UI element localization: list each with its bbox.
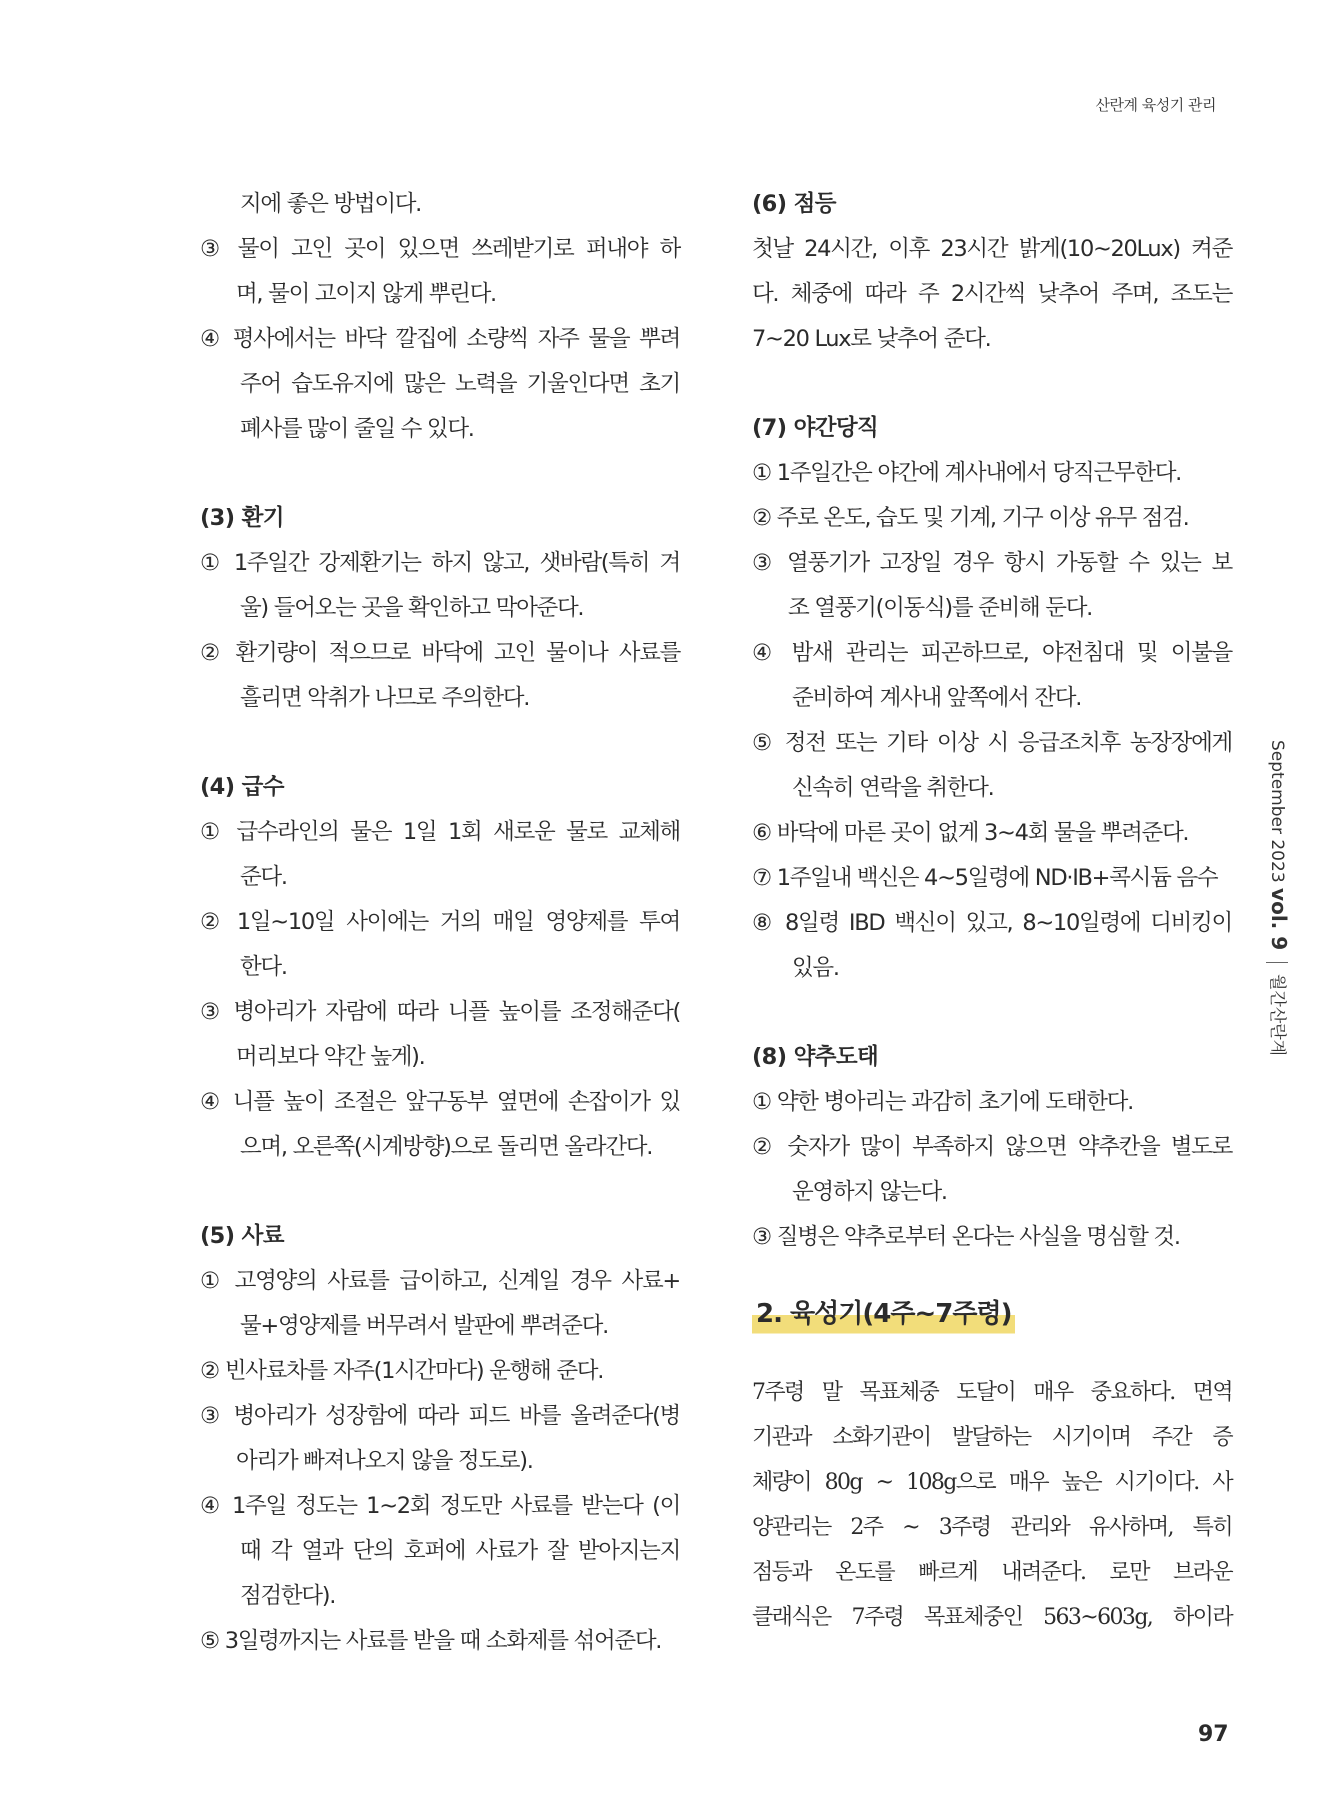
list-item: ⑤ 정전 또는 기타 이상 시 응급조치후 농장장에게 — [752, 730, 1232, 756]
section-heading-feed: (5) 사료 — [200, 1223, 284, 1249]
list-item: ⑦ 1주일내 백신은 4~5일령에 ND·IB+콕시듐 음수 — [752, 865, 1218, 891]
list-item-cont: 조 열풍기(이동식)를 준비해 둔다. — [788, 595, 1093, 621]
paragraph-line: 7~20 Lux로 낮추어 준다. — [752, 326, 991, 352]
list-item-cont: 준다. — [240, 864, 287, 890]
list-item: ② 숫자가 많이 부족하지 않으면 약추칸을 별도로 — [752, 1134, 1232, 1160]
list-item-cont: 때 각 열과 단의 호퍼에 사료가 잘 받아지는지 — [240, 1538, 680, 1564]
list-item: ① 1주일간은 야간에 계사내에서 당직근무한다. — [752, 460, 1181, 486]
list-item: ⑤ 3일령까지는 사료를 받을 때 소화제를 섞어준다. — [200, 1628, 662, 1654]
list-item: ④ 밤새 관리는 피곤하므로, 야전침대 및 이불을 — [752, 640, 1232, 666]
side-volume: vol. 9 — [1267, 888, 1291, 951]
list-item: ③ 질병은 약추로부터 온다는 사실을 명심할 것. — [752, 1224, 1180, 1250]
list-item: ④ 니플 높이 조절은 앞구동부 옆면에 손잡이가 있 — [200, 1089, 680, 1115]
list-item-cont: 머리보다 약간 높게). — [236, 1044, 425, 1070]
list-item: ② 환기량이 적으므로 바닥에 고인 물이나 사료를 — [200, 640, 680, 666]
list-item: ① 급수라인의 물은 1일 1회 새로운 물로 교체해 — [200, 819, 680, 845]
list-item-cont: 신속히 연락을 취한다. — [792, 775, 994, 801]
list-item: ⑧ 8일령 IBD 백신이 있고, 8~10일령에 디비킹이 — [752, 910, 1232, 936]
body-line: 양관리는 2주 ~ 3주령 관리와 유사하며, 특히 — [752, 1515, 1232, 1540]
side-divider — [1266, 962, 1288, 963]
list-item: ③ 열풍기가 고장일 경우 항시 가동할 수 있는 보 — [752, 550, 1232, 576]
list-item-cont: 울) 들어오는 곳을 확인하고 막아준다. — [240, 595, 584, 621]
list-item: ③ 병아리가 자람에 따라 니플 높이를 조정해준다( — [200, 999, 680, 1025]
side-month-year: September 2023 — [1267, 740, 1287, 883]
left-column — [200, 182, 680, 1664]
list-item-cont: 아리가 빠져나오지 않을 정도로). — [236, 1448, 533, 1474]
list-item-cont: 준비하여 계사내 앞쪽에서 잔다. — [792, 685, 1082, 711]
running-head: 산란계 육성기 관리 — [1095, 96, 1216, 114]
body-line: 점등과 온도를 빠르게 내려준다. 로만 브라운 — [752, 1560, 1232, 1585]
body-line: 7주령 말 목표체중 도달이 매우 중요하다. 면역 — [752, 1380, 1232, 1405]
section-heading-night-duty: (7) 야간당직 — [752, 415, 879, 441]
body-line: 클래식은 7주령 목표체중인 563~603g, 하이라 — [752, 1605, 1232, 1630]
body-line: 기관과 소화기관이 발달하는 시기이며 주간 증 — [752, 1425, 1232, 1450]
list-item-cont: 며, 물이 고이지 않게 뿌린다. — [236, 281, 496, 307]
paragraph-line: 첫날 24시간, 이후 23시간 밝게(10~20Lux) 켜준 — [752, 236, 1232, 262]
list-item-cont: 으며, 오른쪽(시계방향)으로 돌리면 올라간다. — [240, 1134, 653, 1160]
list-item: ② 1일~10일 사이에는 거의 매일 영양제를 투여 — [200, 909, 680, 935]
list-item-cont: 운영하지 않는다. — [792, 1179, 947, 1205]
section-heading-lighting: (6) 점등 — [752, 191, 836, 217]
list-item: ① 고영양의 사료를 급이하고, 신계일 경우 사료+ — [200, 1268, 680, 1294]
list-item-cont: 한다. — [240, 954, 287, 980]
section-heading-water: (4) 급수 — [200, 774, 284, 800]
list-item: ⑥ 바닥에 마른 곳이 없게 3~4회 물을 뿌려준다. — [752, 820, 1189, 846]
list-item-cont: 있음. — [792, 955, 839, 981]
list-item: ① 약한 병아리는 과감히 초기에 도태한다. — [752, 1089, 1133, 1115]
side-meta — [1262, 740, 1296, 1057]
list-item: ③ 병아리가 성장함에 따라 피드 바를 올려준다(병 — [200, 1403, 680, 1429]
list-item: ③ 물이 고인 곳이 있으면 쓰레받기로 퍼내야 하 — [200, 236, 680, 262]
list-item-cont: 물+영양제를 버무려서 발판에 뿌려준다. — [240, 1313, 608, 1339]
right-column — [752, 182, 1232, 1640]
list-item: ④ 평사에서는 바닥 깔집에 소량씩 자주 물을 뿌려 — [200, 326, 680, 352]
list-item-cont: 흘리면 악취가 나므로 주의한다. — [240, 685, 530, 711]
list-item-cont: 주어 습도유지에 많은 노력을 기울인다면 초기 — [240, 371, 680, 397]
body-line: 체량이 80g ~ 108g으로 매우 높은 시기이다. 사 — [752, 1470, 1232, 1495]
list-item: ② 빈사료차를 자주(1시간마다) 운행해 준다. — [200, 1358, 604, 1384]
section-heading-ventilation: (3) 환기 — [200, 505, 284, 531]
list-item-cont: 폐사를 많이 줄일 수 있다. — [240, 416, 474, 442]
list-item: ④ 1주일 정도는 1~2회 정도만 사료를 받는다 (이 — [200, 1493, 680, 1519]
list-item: ② 주로 온도, 습도 및 기계, 기구 이상 유무 점검. — [752, 505, 1189, 531]
paragraph-line: 지에 좋은 방법이다. — [240, 191, 422, 217]
page-number: 97 — [1198, 1722, 1229, 1747]
paragraph-line: 다. 체중에 따라 주 2시간씩 낮추어 주며, 조도는 — [752, 281, 1232, 307]
list-item-cont: 점검한다). — [240, 1583, 336, 1609]
side-magazine-name: 월간산란계 — [1267, 973, 1287, 1057]
section-heading-culling: (8) 약추도태 — [752, 1044, 879, 1070]
section-title-growing-period: 2. 육성기(4주~7주령) — [752, 1291, 1015, 1337]
list-item: ① 1주일간 강제환기는 하지 않고, 샛바람(특히 겨 — [200, 550, 680, 576]
